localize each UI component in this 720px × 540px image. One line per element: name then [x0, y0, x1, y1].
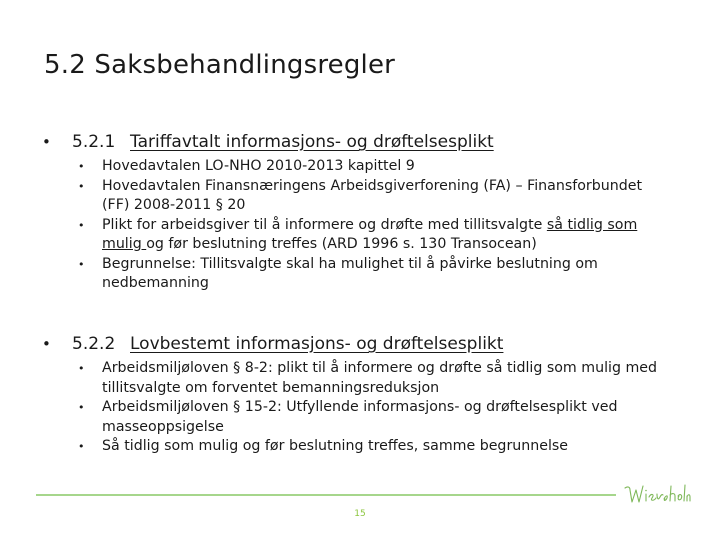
list-item-text-after: og før beslutning treffes (ARD 1996 s. 130 Transocean) — [146, 236, 537, 252]
list-item — [78, 359, 672, 398]
sub-bullet-icon: • — [78, 160, 85, 173]
page-number: 15 — [354, 509, 366, 519]
section-heading: Tariffavtalt informasjons- og drøftelsesplikt — [130, 132, 494, 152]
slide-title: 5.2 Saksbehandlingsregler — [44, 50, 396, 80]
list-item — [78, 255, 672, 294]
list-item-text: Så tidlig som mulig og før beslutning treffes, samme begrunnelse — [102, 438, 569, 454]
section-heading: Lovbestemt informasjons- og drøftelsesplikt — [130, 334, 504, 354]
bullet-icon: • — [42, 335, 51, 353]
bullet-icon: • — [42, 133, 51, 151]
section-number: 5.2.1 — [72, 132, 116, 152]
wiersholm-signature-logo — [622, 480, 692, 510]
list-item — [78, 437, 672, 457]
footer-divider — [36, 494, 616, 496]
sub-bullet-icon: • — [78, 179, 85, 193]
sub-bullet-icon: • — [78, 440, 85, 453]
section-5-2-2 — [0, 333, 720, 457]
list-item — [78, 177, 672, 216]
sub-bullet-icon: • — [78, 257, 85, 271]
sub-bullet-list — [0, 359, 720, 457]
list-item — [78, 216, 672, 255]
list-item — [78, 398, 672, 437]
list-item — [78, 157, 672, 177]
sub-bullet-list — [0, 157, 720, 294]
list-item-text-underlined: så tidlig som mulig — [102, 216, 638, 252]
list-item-text-before: Plikt for arbeidsgiver til å informere og drøfte med tillitsvalgte — [102, 216, 547, 233]
section-5-2-1 — [0, 131, 720, 294]
list-item-text: Arbeidsmiljøloven § 8-2: plikt til å informere og drøfte så tidlig som mulig med tillitsvalgte om forventet bemanningsreduksjon — [102, 360, 658, 396]
section-heading-row — [42, 333, 720, 357]
list-item-text: Arbeidsmiljøloven § 15-2: Utfyllende informasjons- og drøftelsesplikt ved masseoppsigelse — [102, 399, 618, 435]
list-item-text: Hovedavtalen LO-NHO 2010-2013 kapittel 9 — [102, 158, 415, 174]
sub-bullet-icon: • — [78, 401, 85, 414]
section-heading-row — [42, 131, 720, 155]
sub-bullet-icon: • — [78, 362, 85, 375]
list-item-text: Begrunnelse: Tillitsvalgte skal ha mulighet til å påvirke beslutning om nedbemanning — [102, 255, 598, 291]
sub-bullet-icon: • — [78, 218, 85, 232]
list-item-text: Hovedavtalen Finansnæringens Arbeidsgiverforening (FA) – Finansforbundet (FF) 2008-2011 § 20 — [102, 177, 643, 213]
section-number: 5.2.2 — [72, 334, 116, 354]
